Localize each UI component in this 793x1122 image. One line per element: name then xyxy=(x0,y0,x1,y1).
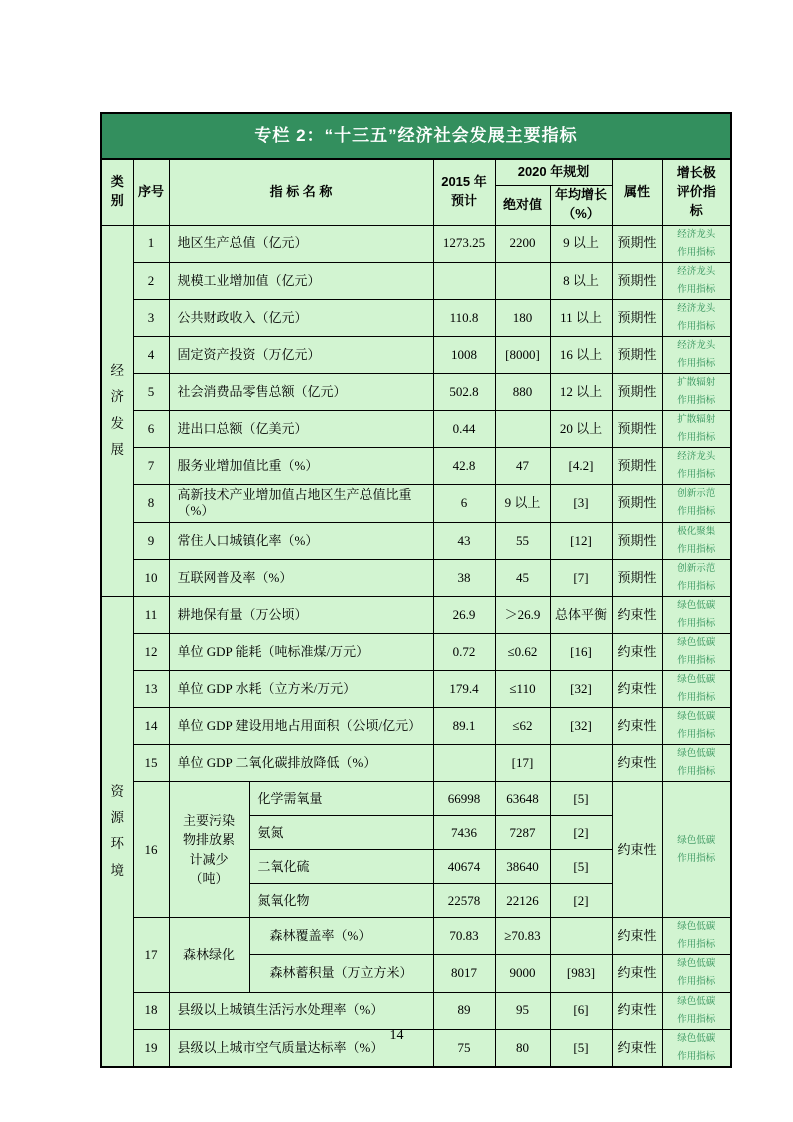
table-row-13 xyxy=(101,671,731,708)
value-growth: 9 以上 xyxy=(550,225,612,262)
value-2020-abs: 880 xyxy=(495,373,550,410)
indicator-name: 单位 GDP 能耗（吨标准煤/万元） xyxy=(169,633,433,670)
value-2015: 70.83 xyxy=(433,918,495,955)
value-growth: [5] xyxy=(550,782,612,816)
attribute: 预期性 xyxy=(612,448,662,485)
table-row-12 xyxy=(101,633,731,670)
growth-pole-tag: 经济龙头作用指标 xyxy=(662,299,731,336)
value-growth: [2] xyxy=(550,816,612,850)
value-2020-abs: 9000 xyxy=(495,955,550,992)
table-row-15 xyxy=(101,745,731,782)
value-2015: 7436 xyxy=(433,816,495,850)
value-growth: [6] xyxy=(550,992,612,1029)
attribute: 约束性 xyxy=(612,918,662,955)
value-growth xyxy=(550,918,612,955)
sub-indicator-name: 氨氮 xyxy=(249,816,433,850)
attribute: 预期性 xyxy=(612,299,662,336)
sub-indicator-name: 森林蓄积量（万立方米） xyxy=(249,955,433,992)
value-2015: 6 xyxy=(433,485,495,523)
value-2020-abs: 2200 xyxy=(495,225,550,262)
growth-pole-tag: 经济龙头作用指标 xyxy=(662,448,731,485)
value-2020-abs: 45 xyxy=(495,559,550,596)
value-2020-abs xyxy=(495,410,550,447)
row-no: 15 xyxy=(133,745,169,782)
indicator-name: 互联网普及率（%） xyxy=(169,559,433,596)
growth-pole-tag: 极化聚集作用指标 xyxy=(662,522,731,559)
value-growth xyxy=(550,745,612,782)
value-growth: [32] xyxy=(550,708,612,745)
table-row-6 xyxy=(101,410,731,447)
attribute: 约束性 xyxy=(612,1029,662,1067)
value-2015: 0.44 xyxy=(433,410,495,447)
table-row-10 xyxy=(101,559,731,596)
table-row-4 xyxy=(101,336,731,373)
value-2020-abs: 95 xyxy=(495,992,550,1029)
value-2020-abs: 9 以上 xyxy=(495,485,550,523)
value-2020-abs: 47 xyxy=(495,448,550,485)
growth-pole-tag: 绿色低碳作用指标 xyxy=(662,918,731,955)
sub-indicator-name: 化学需氧量 xyxy=(249,782,433,816)
attribute: 约束性 xyxy=(612,745,662,782)
row-no: 13 xyxy=(133,671,169,708)
attribute: 预期性 xyxy=(612,373,662,410)
header-tag: 增长极评价指标 xyxy=(662,159,731,225)
table-row-18 xyxy=(101,992,731,1029)
indicator-name: 单位 GDP 水耗（立方米/万元） xyxy=(169,671,433,708)
value-growth: 16 以上 xyxy=(550,336,612,373)
growth-pole-tag: 扩散辐射作用指标 xyxy=(662,410,731,447)
value-growth: 20 以上 xyxy=(550,410,612,447)
row-no: 5 xyxy=(133,373,169,410)
value-2020-abs: ≤0.62 xyxy=(495,633,550,670)
growth-pole-tag: 绿色低碳作用指标 xyxy=(662,745,731,782)
attribute: 预期性 xyxy=(612,410,662,447)
growth-pole-tag: 绿色低碳作用指标 xyxy=(662,955,731,992)
growth-pole-tag: 绿色低碳作用指标 xyxy=(662,992,731,1029)
row-no: 18 xyxy=(133,992,169,1029)
growth-pole-tag: 创新示范作用指标 xyxy=(662,559,731,596)
value-2015 xyxy=(433,745,495,782)
attribute: 约束性 xyxy=(612,992,662,1029)
value-2020-abs: ≥70.83 xyxy=(495,918,550,955)
value-growth: [3] xyxy=(550,485,612,523)
value-2020-abs: 80 xyxy=(495,1029,550,1067)
row-no: 8 xyxy=(133,485,169,523)
value-2020-abs: 55 xyxy=(495,522,550,559)
attribute: 约束性 xyxy=(612,633,662,670)
category-label-economy: 经济发展 xyxy=(101,225,133,596)
header-abs: 绝对值 xyxy=(495,185,550,225)
value-2015: 110.8 xyxy=(433,299,495,336)
growth-pole-tag: 绿色低碳作用指标 xyxy=(662,596,731,633)
row-no: 12 xyxy=(133,633,169,670)
table-title-row xyxy=(101,113,731,159)
row-no: 10 xyxy=(133,559,169,596)
indicator-name: 单位 GDP 建设用地占用面积（公顷/亿元） xyxy=(169,708,433,745)
value-2015: 1273.25 xyxy=(433,225,495,262)
row-no: 9 xyxy=(133,522,169,559)
indicator-name: 单位 GDP 二氧化碳排放降低（%） xyxy=(169,745,433,782)
indicators-table xyxy=(100,112,732,1068)
growth-pole-tag: 绿色低碳作用指标 xyxy=(662,633,731,670)
header-no: 序号 xyxy=(133,159,169,225)
table-title: 专栏 2：“十三五”经济社会发展主要指标 xyxy=(101,113,731,159)
value-2020-abs xyxy=(495,262,550,299)
value-2020-abs: ＞26.9 xyxy=(495,596,550,633)
value-2015: 66998 xyxy=(433,782,495,816)
value-growth: [983] xyxy=(550,955,612,992)
value-2015: 38 xyxy=(433,559,495,596)
value-growth: 11 以上 xyxy=(550,299,612,336)
indicator-name: 固定资产投资（万亿元） xyxy=(169,336,433,373)
header-category: 类别 xyxy=(101,159,133,225)
row-no: 3 xyxy=(133,299,169,336)
value-2015 xyxy=(433,262,495,299)
growth-pole-tag: 扩散辐射作用指标 xyxy=(662,373,731,410)
growth-pole-tag: 绿色低碳作用指标 xyxy=(662,671,731,708)
value-2020-abs: 38640 xyxy=(495,850,550,884)
value-2015: 42.8 xyxy=(433,448,495,485)
growth-pole-tag: 经济龙头作用指标 xyxy=(662,225,731,262)
value-2015: 179.4 xyxy=(433,671,495,708)
value-2015: 89.1 xyxy=(433,708,495,745)
indicator-group-name: 主要污染物排放累计减少（吨） xyxy=(169,782,249,918)
attribute: 约束性 xyxy=(612,708,662,745)
value-2015: 22578 xyxy=(433,884,495,918)
table-row-3 xyxy=(101,299,731,336)
table-row-11 xyxy=(101,596,731,633)
row-no: 6 xyxy=(133,410,169,447)
category-label-resources: 资源环境 xyxy=(101,596,133,1066)
value-2020-abs: ≤62 xyxy=(495,708,550,745)
indicator-name: 耕地保有量（万公顷） xyxy=(169,596,433,633)
value-2015: 40674 xyxy=(433,850,495,884)
value-growth: [4.2] xyxy=(550,448,612,485)
value-growth: [12] xyxy=(550,522,612,559)
attribute: 约束性 xyxy=(612,671,662,708)
growth-pole-tag: 绿色低碳作用指标 xyxy=(662,782,731,918)
value-2020-abs: [8000] xyxy=(495,336,550,373)
sub-indicator-name: 氮氧化物 xyxy=(249,884,433,918)
attribute: 约束性 xyxy=(612,596,662,633)
sub-indicator-name: 森林覆盖率（%） xyxy=(249,918,433,955)
table-row-17-sub-1 xyxy=(101,918,731,955)
header-2015: 2015 年预计 xyxy=(433,159,495,225)
value-2020-abs: [17] xyxy=(495,745,550,782)
value-growth: [32] xyxy=(550,671,612,708)
value-2015: 8017 xyxy=(433,955,495,992)
attribute: 预期性 xyxy=(612,336,662,373)
value-2015: 43 xyxy=(433,522,495,559)
growth-pole-tag: 经济龙头作用指标 xyxy=(662,262,731,299)
table-row-2 xyxy=(101,262,731,299)
indicator-name: 县级以上城市空气质量达标率（%） xyxy=(169,1029,433,1067)
value-growth: [7] xyxy=(550,559,612,596)
indicator-name: 县级以上城镇生活污水处理率（%） xyxy=(169,992,433,1029)
growth-pole-tag: 创新示范作用指标 xyxy=(662,485,731,523)
table-row-1 xyxy=(101,225,731,262)
growth-pole-tag: 绿色低碳作用指标 xyxy=(662,1029,731,1067)
value-growth: [5] xyxy=(550,850,612,884)
row-no: 2 xyxy=(133,262,169,299)
value-2020-abs: 63648 xyxy=(495,782,550,816)
value-growth: 总体平衡 xyxy=(550,596,612,633)
value-2015: 89 xyxy=(433,992,495,1029)
value-2015: 502.8 xyxy=(433,373,495,410)
attribute: 约束性 xyxy=(612,955,662,992)
header-attr: 属性 xyxy=(612,159,662,225)
indicator-group-name: 森林绿化 xyxy=(169,918,249,992)
indicator-name: 规模工业增加值（亿元） xyxy=(169,262,433,299)
table-row-14 xyxy=(101,708,731,745)
attribute: 预期性 xyxy=(612,262,662,299)
row-no: 7 xyxy=(133,448,169,485)
table-row-16-sub-1 xyxy=(101,782,731,816)
row-no: 16 xyxy=(133,782,169,918)
row-no: 1 xyxy=(133,225,169,262)
attribute: 约束性 xyxy=(612,782,662,918)
row-no: 17 xyxy=(133,918,169,992)
value-growth: [5] xyxy=(550,1029,612,1067)
row-no: 14 xyxy=(133,708,169,745)
indicator-name: 高新技术产业增加值占地区生产总值比重（%） xyxy=(169,485,433,523)
sub-indicator-name: 二氧化硫 xyxy=(249,850,433,884)
header-growth: 年均增长（%） xyxy=(550,185,612,225)
indicator-name: 社会消费品零售总额（亿元） xyxy=(169,373,433,410)
indicator-name: 常住人口城镇化率（%） xyxy=(169,522,433,559)
value-growth: [2] xyxy=(550,884,612,918)
table-row-7 xyxy=(101,448,731,485)
value-growth: 8 以上 xyxy=(550,262,612,299)
indicator-name: 服务业增加值比重（%） xyxy=(169,448,433,485)
value-2020-abs: 7287 xyxy=(495,816,550,850)
header-2020: 2020 年规划 xyxy=(495,159,612,185)
value-growth: 12 以上 xyxy=(550,373,612,410)
value-2015: 75 xyxy=(433,1029,495,1067)
attribute: 预期性 xyxy=(612,559,662,596)
page-number: 14 xyxy=(389,1028,404,1043)
value-2015: 1008 xyxy=(433,336,495,373)
indicator-name: 地区生产总值（亿元） xyxy=(169,225,433,262)
attribute: 预期性 xyxy=(612,225,662,262)
value-2015: 0.72 xyxy=(433,633,495,670)
value-2020-abs: 180 xyxy=(495,299,550,336)
table-row-9 xyxy=(101,522,731,559)
value-2015: 26.9 xyxy=(433,596,495,633)
row-no: 4 xyxy=(133,336,169,373)
value-2020-abs: ≤110 xyxy=(495,671,550,708)
growth-pole-tag: 绿色低碳作用指标 xyxy=(662,708,731,745)
value-2020-abs: 22126 xyxy=(495,884,550,918)
attribute: 预期性 xyxy=(612,522,662,559)
table-header-row-1 xyxy=(101,159,731,185)
attribute: 预期性 xyxy=(612,485,662,523)
indicator-name: 公共财政收入（亿元） xyxy=(169,299,433,336)
indicator-name: 进出口总额（亿美元） xyxy=(169,410,433,447)
header-indicator: 指 标 名 称 xyxy=(169,159,433,225)
table-row-5 xyxy=(101,373,731,410)
value-growth: [16] xyxy=(550,633,612,670)
table-row-8 xyxy=(101,485,731,523)
growth-pole-tag: 经济龙头作用指标 xyxy=(662,336,731,373)
row-no: 11 xyxy=(133,596,169,633)
row-no: 19 xyxy=(133,1029,169,1067)
